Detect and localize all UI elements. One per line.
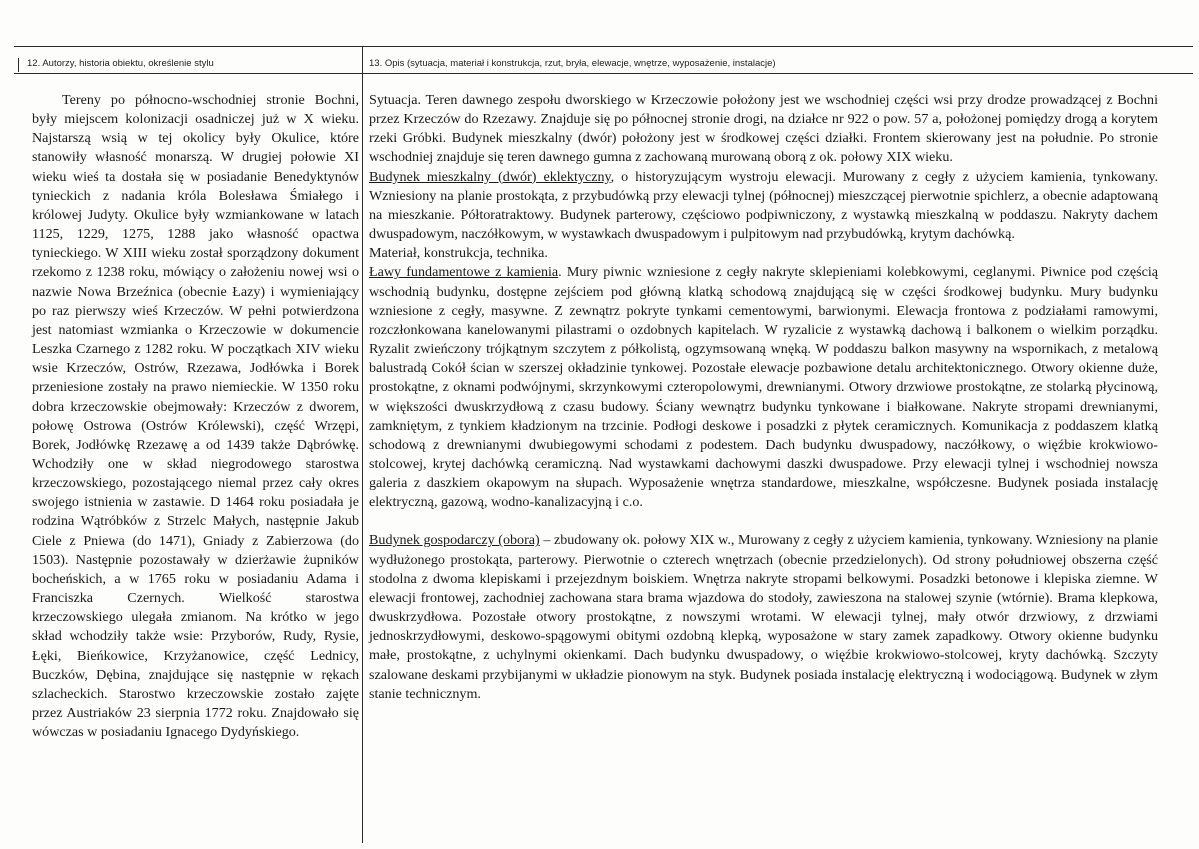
history-column bbox=[32, 91, 359, 742]
construction-paragraph bbox=[369, 263, 1158, 512]
farm-building-heading: Budynek gospodarczy (obora) bbox=[369, 532, 540, 549]
column-divider bbox=[362, 46, 363, 843]
description-column bbox=[369, 91, 1158, 704]
construction-text: . Mury piwnic wzniesione z cegły nakryte sklepieniami kolebkowymi, ceglanymi. Piwnice pod częścią wschodnią budynku, dostępne zejściem pod główną klatką schodową znajdującą się w części środkowej budynku. Mury budynku wzniesione z cegły, masywne. Z zewnątrz pokryte tynkami cementowymi, barwionymi. Elewacja frontowa z podziałami ramowymi, rozczłonkowana kanelowanymi pilastrami o ozdobnych kapitelach. W ryzalicie z wystawką dachową i balkonem o wielkim porządku. Ryzalit zwieńczony trójkątnym szczytem z półkolistą, ogzymsowaną wnęką. W poddaszu balkon masywny na wspornikach, z metalową balustradą Cokół ścian w szerszej okładzinie tynkowej. Pozostałe elewacje pozbawione detalu architektonicznego. Otwory okienne duże, prostokątne, z oknami podwójnymi, skrzynkowymi czteropolowymi, drewnianymi. Otwory drzwiowe prostokątne, ze stolarką płycinową, w większości dwuskrzydłową z czasu budowy. Ściany wewnątrz budynku tynkowane i białkowane. Nakryte stropami drewnianymi, zamkniętym, z tynkiem kładzionym na trzcinie. Podłogi deskowe i posadzki z płytek ceramicznych. Komunikacja z poddaszem klatką schodową z drewnianymi dwubiegowymi schodami z podestem. Dach budynku dwuspadowy, naczółkowy, o więźbie krokwiowo-stolcowej, krytej dachówką ceramiczną. Nad wystawkami dachowymi daszki dwuspadowe. Przy elewacji tylnej i wschodniej nowsza galeria z daszkiem okapowym na słupach. Wyposażenie wnętrza standardowe, mieszkalne, współczesne. Budynek posiada instalację elektryczną, gazową, wodno-kanalizacyjną i c.o. bbox=[369, 264, 1158, 511]
situation-paragraph: Sytuacja. Teren dawnego zespołu dworskiego w Krzeczowie położony jest we wschodniej części wsi przy drodze prowadzącej z Bochni przez Krzeczów do Rzezawy. Znajduje się po północnej stronie drogi, na działce nr 922 o pow. 57 a, położonej pomiędzy drogą a korytem rzeki Gróbki. Budynek mieszkalny (dwór) położony jest w środkowej części działki. Frontem skierowany jest na południe. Po stronie wschodniej znajduje się teren dawnego gumna z zachowaną murowaną oborą z ok. połowy XIX wieku. bbox=[369, 92, 1158, 166]
house-paragraph bbox=[369, 168, 1158, 245]
house-heading: Budynek mieszkalny (dwór) eklektyczny bbox=[369, 168, 611, 185]
history-paragraph: Tereny po północno-wschodniej stronie Bochni, były miejscem kolonizacji osadniczej już w X wieku. Najstarszą wsią w tej okolicy były Okulice, które stanowiły własność monarszą. W drugiej połowie XI wieku wieś ta dostała się w posiadanie Benedyktynów tynieckich z nadania króla Bolesława Śmiałego i królowej Judyty. Okulice były wzmiankowane w latach 1125, 1229, 1275, 1288 jako własność opactwa tynieckiego. W XIII wieku został sporządzony dokument rzekomo z 1238 roku, mówiący o założeniu nowej wsi o nazwie Nowa Brzeźnica (obecnie Łazy) i wymieniający po raz pierwszy wieś Krzeczów. W pełni potwierdzona jest natomiast wzmianka o Krzeczowie w dokumencie Leszka Czarnego z 1282 roku. W początkach XIV wieku wsie Krzeczów, Ostrów, Rzezawa, Jodłówka i Borek przeniesione zostały na prawo niemieckie. W 1350 roku dobra krzeczowskie obejmowały: Krzeczów z dworem, połowę Ostrowa (Ostrów Królewski), część Wrzępi, Borek, Jodłówkę Rzezawę a od 1439 także Dąbrówkę. Wchodziły one w skład niegrodowego starostwa krzeczowskiego, pozostającego niemal przez cały okres swojego istnienia w zastawie. D 1464 roku posiadała je rodzina Wątróbków z Strzelc Małych, następnie Jakub Ciele z Pniewa (do 1471), Gniady z Zabierzowa (do 1503). Następnie pozostawały w dzierżawie żupników bocheńskich, a w 1765 roku w posiadaniu Adama i Franciszka Czernych. Wielkość starostwa krzeczowskiego ulegała zmianom. Na krótko w jego skład wchodziły także wsie: Przyborów, Rudy, Rysie, Łęki, Bieńkowice, Krzyżanowice, część Lednicy, Buczków, Dębina, znajdujące się następnie w rękach szlacheckich. Starostwo krzeczowskie zostało zajęte przez Austriaków 23 sierpnia 1772 roku. Znajdowało się wówczas w posiadaniu Ignacego Dydyńskiego. bbox=[32, 92, 359, 741]
farm-building-text: – zbudowany ok. połowy XIX w., Murowany z cegły z użyciem kamienia, tynkowany. Wzniesiony na planie wydłużonego prostokąta, parterowy. Pierwotnie o czterech wnętrzach (obecnie przedzielonych). Od strony południowej obszerna część stodolna z dwoma klepiskami i przejezdnym boiskiem. Wnętrza nakryte stropami belkowymi. Posadzki betonowe i klepiska ziemne. W elewacji frontowej, zachodniej zachowana stara brama wjazdowa do stodoły, zawieszona na stalowej szynie (wtórnie). Brama klepkowa, dwuskrzydłowa. Pozostałe otwory prostokątne, z nowszymi wrotami. W elewacji tylnej, mały otwór drzwiowy, z drzwiami jednoskrzydłowymi, deskowo-spągowymi obitymi ozdobną klepką, wyposażone w stary zamek zapadkowy. Otwory okienne budynku małe, prostokątne, z uchylnymi okienkami. Dach budynku dwuspadowy, o więźbie krokwiowo-stolcowej, kryty dachówką. Szczyty szalowane deskami przybijanymi w układzie pionowym na styk. Budynek posiada instalację elektryczną i wodociągową. Budynek w złym stanie technicznym. bbox=[369, 532, 1159, 702]
house-text: , o historyzującym wystroju elewacji. Murowany z cegły z użyciem kamienia, tynkowany. Wzniesiony na planie prostokąta, z przybudówką przy elewacji tylnej (północnej) mieszczącej pierwotnie spichlerz, a obecnie adaptowaną na mieszkanie. Półtoratraktowy. Budynek parterowy, częściowo podpiwniczony, z wystawką mieszkalną w poddaszu. Nakryty dachem dwuspadowym, naczółkowym, w wystawkach dwuspadowym i pulpitowym nad przybudówką, krytym dachówką. bbox=[369, 168, 1158, 243]
section-12-header: 12. Autorzy, historia obiektu, określenie stylu bbox=[27, 58, 214, 69]
section-13-header: 13. Opis (sytuacja, materiał i konstrukcja, rzut, bryła, elewacje, wnętrze, wyposażenie, instalacje) bbox=[369, 58, 776, 69]
header-rule bbox=[14, 73, 1193, 74]
left-margin-tick bbox=[18, 58, 19, 72]
material-line: Materiał, konstrukcja, technika. bbox=[369, 245, 548, 262]
farm-building-paragraph bbox=[369, 531, 1158, 703]
foundations-heading: Ławy fundamentowe z kamienia bbox=[369, 264, 559, 281]
